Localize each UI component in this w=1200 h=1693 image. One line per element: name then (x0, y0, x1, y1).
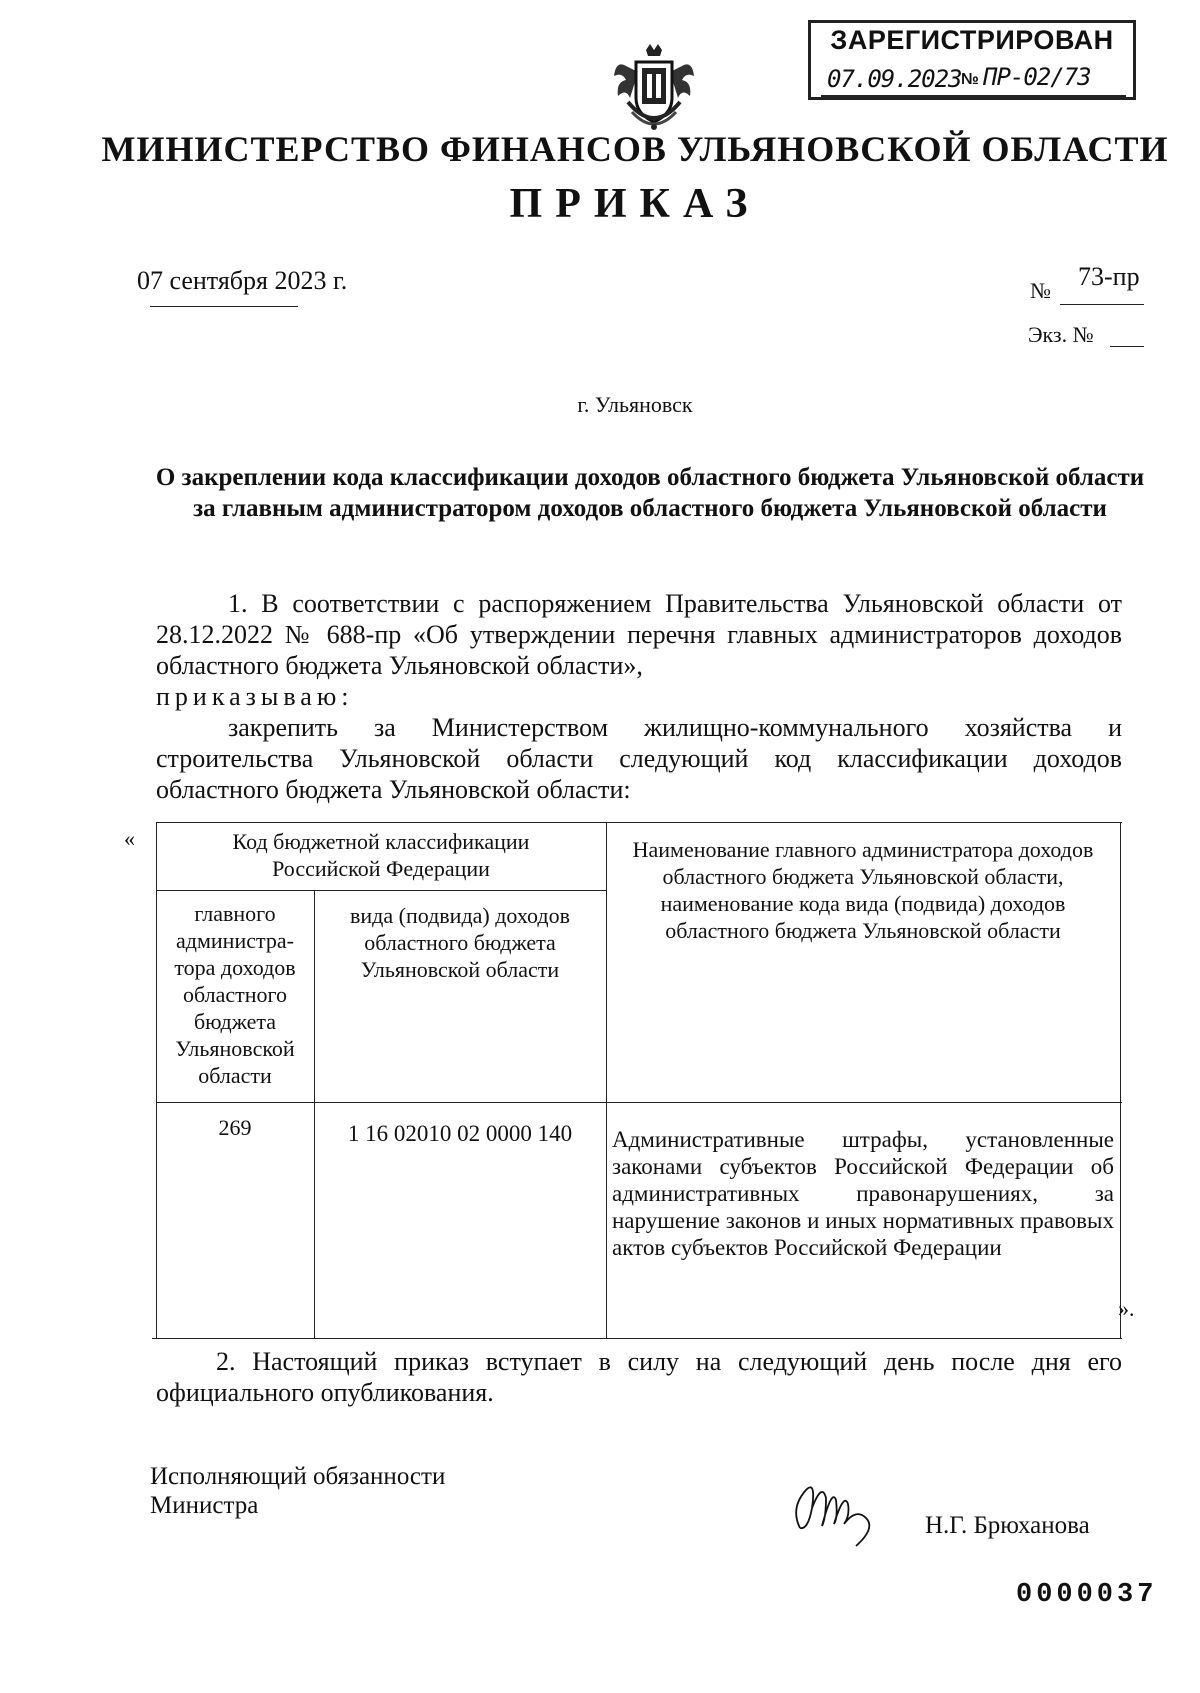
table-border-left (156, 822, 157, 1338)
table-border-top (156, 822, 1122, 823)
table-header-income-type: вида (подвида) доходов областного бюджета Ульяновской области (350, 903, 570, 982)
ministry-title: МИНИСТЕРСТВО ФИНАНСОВ УЛЬЯНОВСКОЙ ОБЛАСТИ (101, 129, 1169, 169)
number-underline (1060, 304, 1144, 305)
order-number: 73-пр (1078, 262, 1140, 291)
table-border-right (1120, 822, 1121, 1338)
copy-number-label: Экз. № (1028, 322, 1094, 347)
paragraph-3: 2. Настоящий приказ вступает в силу на следующий день после дня его официального опубликования. (156, 1347, 1122, 1407)
paragraph-1 (156, 588, 1122, 805)
quote-close: ». (1118, 1296, 1135, 1321)
document-type: ПРИКАЗ (509, 181, 761, 227)
quote-open: « (124, 826, 135, 851)
date-underline (150, 306, 298, 307)
order-date: 07 сентября 2023 г. (137, 266, 348, 295)
handwritten-signature-icon (786, 1468, 896, 1558)
serial-number: 0000037 (1016, 1580, 1158, 1610)
stamp-number-label: № (961, 71, 979, 88)
table-col-divider-1 (314, 890, 315, 1338)
table-border-bottom (152, 1338, 1122, 1339)
table-cell-admin-code: 269 (218, 1115, 252, 1140)
table-header-name: Наименование главного администратора доходов областного бюджета Ульяновской области, наименование кода вида (подвида) доходов областного бюджета Ульяновской области (632, 837, 1094, 943)
table-col-divider-2 (606, 822, 607, 1338)
order-word: приказываю: (156, 682, 354, 711)
city: г. Ульяновск (577, 392, 693, 417)
order-subject: О закреплении кода классификации доходов областного бюджета Ульяновской области за главным администратором доходов областного бюджета Ульяновской области (155, 464, 1145, 522)
coat-of-arms-icon (612, 42, 696, 132)
signatory-name: Н.Г. Брюханова (925, 1512, 1090, 1539)
signatory-position: Исполняющий обязанности Министра (150, 1463, 446, 1519)
table-cell-income-name: Административные штрафы, установленные законами субъектов Российской Федерации об административных правонарушениях, за нарушение законов и иных нормативных правовых актов субъектов Российской Федерации (612, 1127, 1114, 1260)
stamp-date: 07.09.2023 (827, 65, 962, 93)
paragraph-1-text: 1. В соответствии с распоряжением Правительства Ульяновской области от 28.12.2022 № 688-пр «Об утверждении перечня главных администраторов доходов областного бюджета Ульяновской области», (156, 589, 1122, 680)
stamp-title: ЗАРЕГИСТРИРОВАН (830, 25, 1114, 55)
copy-number-underline (1110, 346, 1144, 347)
table-row-divider (156, 1102, 1122, 1103)
table-header-divider (156, 890, 606, 891)
registration-stamp (808, 20, 1136, 100)
order-number-label: № (1030, 278, 1051, 303)
table-cell-income-code: 1 16 02010 02 0000 140 (347, 1121, 573, 1146)
paragraph-2-text: закрепить за Министерством жилищно-коммунального хозяйства и строительства Ульяновской области следующий код классификации доходов областного бюджета Ульяновской области: (156, 713, 1122, 804)
table-header-admin: главного администра-тора доходов областного бюджета Ульяновской области (174, 901, 296, 1088)
stamp-number: ПР-02/73 (983, 63, 1091, 91)
stamp-line (821, 63, 1126, 97)
table-header-group: Код бюджетной классификации Российской Федерации (232, 829, 530, 881)
